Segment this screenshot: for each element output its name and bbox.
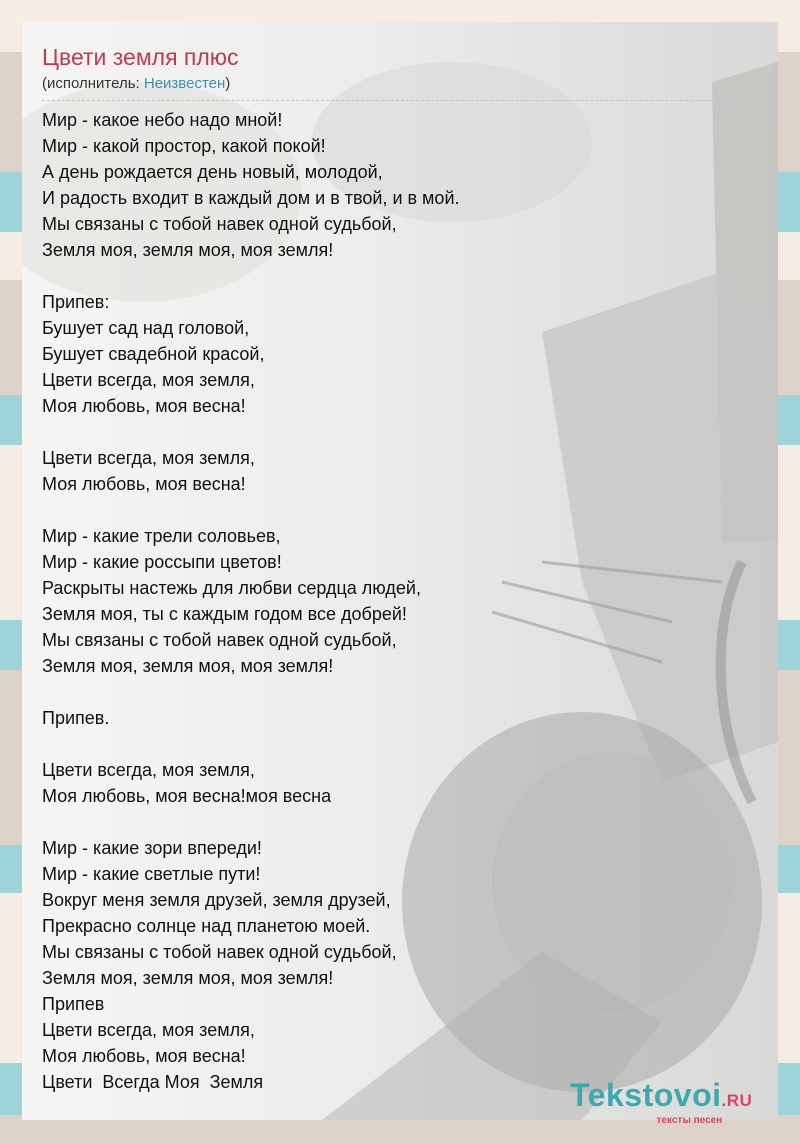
lyric-line: Цвети всегда, моя земля,	[42, 1020, 255, 1040]
lyric-line	[42, 419, 758, 445]
dashed-divider	[42, 100, 758, 101]
lyric-line: Земля моя, ты с каждым годом все добрей!	[42, 604, 407, 624]
artist-link[interactable]: Неизвестен	[143, 75, 226, 92]
lyric-line: Моя любовь, моя весна!	[42, 1046, 246, 1066]
lyric-line: Мир - какие светлые пути!	[42, 864, 261, 884]
lyric-line	[42, 263, 758, 289]
performer-info	[42, 74, 758, 94]
song-content	[42, 42, 758, 1095]
lyric-line: Припев	[42, 994, 105, 1014]
lyrics-panel	[22, 22, 778, 1120]
lyric-line	[42, 731, 758, 757]
lyric-line: Мы связаны с тобой навек одной судьбой,	[42, 214, 397, 234]
song-title: Цвети земля плюс	[42, 44, 239, 70]
performer-label: (исполнитель:	[42, 75, 144, 92]
lyric-line: Мир - какие россыпи цветов!	[42, 552, 282, 572]
lyric-line: Моя любовь, моя весна!	[42, 474, 246, 494]
lyric-line: Прекрасно солнце над планетою моей.	[42, 916, 371, 936]
lyric-line: Моя любовь, моя весна!	[42, 396, 246, 416]
lyric-line: Вокруг меня земля друзей, земля друзей,	[42, 890, 391, 910]
lyric-line: Мир - какой простор, какой покой!	[42, 136, 326, 156]
logo-tagline: тексты песен	[656, 1115, 723, 1126]
lyric-line	[42, 497, 758, 523]
lyric-line: Мир - какие зори впереди!	[42, 838, 262, 858]
lyric-line: Бушует сад над головой,	[42, 318, 250, 338]
lyric-line	[42, 809, 758, 835]
lyric-line: Мир - какие трели соловьев,	[42, 526, 281, 546]
lyric-line: Припев:	[42, 292, 110, 312]
logo-wordmark	[570, 1078, 752, 1118]
logo-tld: .RU	[721, 1091, 753, 1110]
lyric-line: Цвети всегда, моя земля,	[42, 370, 255, 390]
performer-close: )	[225, 75, 231, 92]
lyric-line: Мы связаны с тобой навек одной судьбой,	[42, 942, 397, 962]
lyric-line	[42, 679, 758, 705]
lyric-line: Мы связаны с тобой навек одной судьбой,	[42, 630, 397, 650]
lyric-line: Раскрыты настежь для любви сердца людей,	[42, 578, 421, 598]
lyric-line: Мир - какое небо надо мной!	[42, 110, 283, 130]
site-logo[interactable]	[570, 1078, 752, 1126]
lyric-line: Бушует свадебной красой,	[42, 344, 265, 364]
lyric-line: Земля моя, земля моя, моя земля!	[42, 240, 334, 260]
lyric-line: А день рождается день новый, молодой,	[42, 162, 383, 182]
lyrics-text	[42, 107, 758, 1095]
lyric-line: Земля моя, земля моя, моя земля!	[42, 656, 334, 676]
lyric-line: Цвети всегда, моя земля,	[42, 760, 255, 780]
lyric-line: И радость входит в каждый дом и в твой, и в мой.	[42, 188, 460, 208]
lyric-line: Цвети Всегда Моя Земля	[42, 1072, 264, 1092]
lyric-line: Цвети всегда, моя земля,	[42, 448, 255, 468]
logo-name: Tekstovoi	[570, 1077, 722, 1113]
lyric-line: Припев.	[42, 708, 110, 728]
lyric-line: Моя любовь, моя весна!моя весна	[42, 786, 332, 806]
lyric-line: Земля моя, земля моя, моя земля!	[42, 968, 334, 988]
